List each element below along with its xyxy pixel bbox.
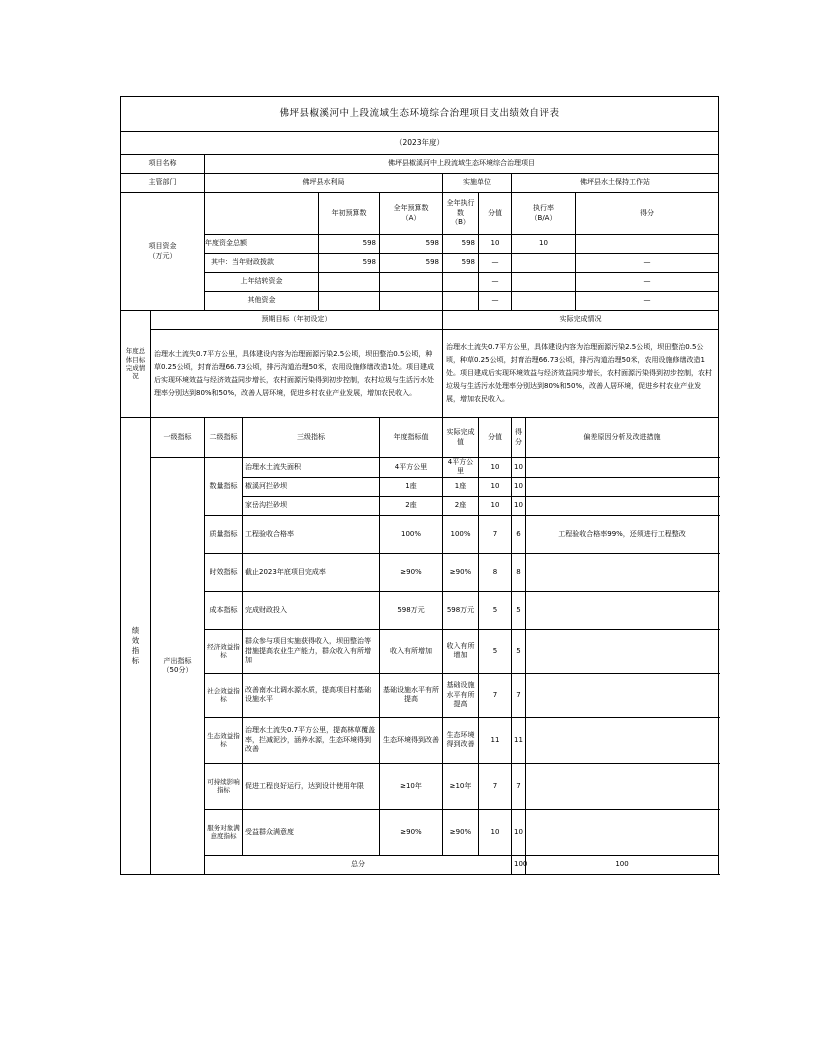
ind-reason [526,629,719,673]
ind-header-score: 得分 [512,418,526,458]
funds-header-blank [205,193,319,235]
ind-weight: 10 [479,458,512,478]
funds-row-score: — [576,273,719,292]
goals-actual-text: 治理水土流失0.7平方公里，具体建设内容为治理面源污染2.5公顷，坝田整治0.5公顷，种草0.25公顷，封育治理66.73公顷，排污沟道治理50米，农用设施修缮改造1处。项目建成后实现环境效益与经济效益同步增长，农村面源污染得到初步控制，农村垃圾与生活污水处理率分别达到80%和50%，改善人居环境，促进乡村农业产业发展，增加农民收入。 [443,330,719,418]
ind-actual: 基础设施水平有所提高 [443,673,479,717]
funds-row-label: 其他资金 [205,292,319,311]
ind-target: 收入有所增加 [380,629,443,673]
funds-row-weight: — [479,292,512,311]
ind-actual: 1座 [443,477,479,496]
funds-row-score: — [576,254,719,273]
funds-row-label: 年度资金总额 [205,235,319,254]
ind-reason [526,717,719,763]
funds-row-initial: 598 [319,235,380,254]
ind-target: 2座 [380,496,443,515]
ind-weight: 10 [479,809,512,855]
funds-header-rate: 执行率 （B/A） [512,193,576,235]
funds-row-executed [443,292,479,311]
department-label: 主管部门 [121,174,205,193]
ind-actual: ≥10年 [443,763,479,809]
funds-header-initial: 年初预算数 [319,193,380,235]
funds-row-label: 上年结转资金 [205,273,319,292]
ind-header-level1: 一级指标 [151,418,205,458]
ind-weight: 8 [479,553,512,591]
ind-score: 7 [512,673,526,717]
ind-actual: 4平方公里 [443,458,479,478]
ind-level3: 促进工程良好运行，达到设计使用年限 [243,763,380,809]
ind-score: 10 [512,496,526,515]
ind-level3: 截止2023年底项目完成率 [243,553,380,591]
ind-score: 8 [512,553,526,591]
funds-row-rate [512,292,576,311]
ind-weight: 11 [479,717,512,763]
funds-header-full-year: 全年预算数 （A） [380,193,443,235]
ind-level3: 椒溪河拦砂坝 [243,477,380,496]
ind-header-weight: 分值 [479,418,512,458]
funds-header-executed: 全年执行数 （B） [443,193,479,235]
ind-reason [526,477,719,496]
funds-row-executed: 598 [443,254,479,273]
ind-target: 1座 [380,477,443,496]
project-name-value: 佛坪县椒溪河中上段流域生态环境综合治理项目 [205,155,719,174]
ind-level2: 社会效益指标 [205,673,243,717]
total-weight: 100 [512,855,526,874]
goals-label: 年度总体目标完成情况 [121,311,151,418]
ind-actual: 100% [443,515,479,553]
ind-header-level2: 二级指标 [205,418,243,458]
funds-row-initial: 598 [319,254,380,273]
funds-row-rate [512,273,576,292]
ind-actual: 2座 [443,496,479,515]
ind-reason [526,763,719,809]
ind-header-level3: 三级指标 [243,418,380,458]
funds-row-score [576,235,719,254]
ind-header-actual: 实际完成值 [443,418,479,458]
ind-level2: 经济效益指标 [205,629,243,673]
funds-row-label: 其中：当年财政拨款 [205,254,319,273]
ind-reason [526,591,719,629]
ind-score: 6 [512,515,526,553]
ind-target: 生态环境得到改善 [380,717,443,763]
ind-target: ≥10年 [380,763,443,809]
funds-row-executed [443,273,479,292]
department-value: 佛坪县水利局 [205,174,443,193]
funds-row-full-year [380,292,443,311]
ind-level3: 受益群众满意度 [243,809,380,855]
funds-row-full-year: 598 [380,235,443,254]
ind-reason: 工程验收合格率99%，还须进行工程整改 [526,515,719,553]
ind-actual: ≥90% [443,553,479,591]
funds-row-weight: — [479,273,512,292]
funds-label: 项目资金 （万元） [121,193,205,311]
funds-row-executed: 598 [443,235,479,254]
ind-level3: 完成财政投入 [243,591,380,629]
ind-target: ≥90% [380,553,443,591]
ind-target: 基础设施水平有所提高 [380,673,443,717]
ind-target: ≥90% [380,809,443,855]
ind-weight: 7 [479,763,512,809]
ind-level2: 成本指标 [205,591,243,629]
ind-score: 5 [512,591,526,629]
funds-row-full-year: 598 [380,254,443,273]
ind-target: 100% [380,515,443,553]
ind-score: 5 [512,629,526,673]
total-label: 总分 [205,855,512,874]
goals-expected-header: 预期目标（年初设定） [151,311,443,330]
ind-weight: 7 [479,515,512,553]
ind-reason [526,553,719,591]
funds-row-weight: 10 [479,235,512,254]
ind-reason [526,673,719,717]
ind-header-target: 年度指标值 [380,418,443,458]
ind-level2: 服务对象满意度指标 [205,809,243,855]
funds-row-initial [319,292,380,311]
impl-unit-value: 佛坪县水土保持工作站 [512,174,719,193]
funds-row-rate: 10 [512,235,576,254]
funds-header-score: 得分 [576,193,719,235]
ind-level3: 群众参与项目实施获得收入，坝田整治等措施提高农业生产能力，群众收入有所增加 [243,629,380,673]
funds-row-full-year [380,273,443,292]
ind-level3: 工程验收合格率 [243,515,380,553]
funds-row-initial [319,273,380,292]
goals-expected-text: 治理水土流失0.7平方公里，具体建设内容为治理面源污染2.5公顷，坝田整治0.5公顷，种草0.25公顷，封育治理66.73公顷，排污沟道治理50米，农用设施修缮改造1处。项目建成后实现环境效益与经济效益同步增长，农村面源污染得到初步控制，农村垃圾与生活污水处理率分别达到80%和50%，改善人居环境，促进乡村农业产业发展，增加农民收入。 [151,330,443,418]
ind-target: 4平方公里 [380,458,443,478]
evaluation-table [120,96,719,875]
funds-header-weight: 分值 [479,193,512,235]
ind-actual: 收入有所增加 [443,629,479,673]
ind-actual: 598万元 [443,591,479,629]
ind-level2: 时效指标 [205,553,243,591]
goals-actual-header: 实际完成情况 [443,311,719,330]
indicators-label: 绩效指标 [121,418,151,875]
ind-level3: 改善南水北调水源水质，提高项目村基础设施水平 [243,673,380,717]
project-name-label: 项目名称 [121,155,205,174]
ind-reason [526,496,719,515]
ind-level3: 治理水土流失0.7平方公里，提高林草覆盖率，拦减泥沙，涵养水源，生态环境得到改善 [243,717,380,763]
ind-level2: 数量指标 [205,458,243,516]
total-score: 100 [526,855,719,874]
funds-row-rate [512,254,576,273]
ind-score: 7 [512,763,526,809]
ind-score: 11 [512,717,526,763]
ind-weight: 7 [479,673,512,717]
funds-row-score: — [576,292,719,311]
ind-score: 10 [512,458,526,478]
ind-level3: 家岳沟拦砂坝 [243,496,380,515]
ind-header-reason: 偏差原因分析及改进措施 [526,418,719,458]
ind-level3: 治理水土流失面积 [243,458,380,478]
ind-reason [526,809,719,855]
ind-score: 10 [512,809,526,855]
ind-level1-output: 产出指标 （50分） [151,458,205,875]
ind-weight: 10 [479,477,512,496]
fiscal-year: （2023年度） [121,132,719,155]
ind-actual: 生态环境得到改善 [443,717,479,763]
impl-unit-label: 实施单位 [443,174,512,193]
ind-actual: ≥90% [443,809,479,855]
ind-weight: 5 [479,591,512,629]
ind-level2: 生态效益指标 [205,717,243,763]
table-title: 佛坪县椒溪河中上段流域生态环境综合治理项目支出绩效自评表 [121,97,719,132]
funds-row-weight: — [479,254,512,273]
ind-level2: 可持续影响指标 [205,763,243,809]
ind-weight: 10 [479,496,512,515]
ind-score: 10 [512,477,526,496]
ind-target: 598万元 [380,591,443,629]
evaluation-sheet [120,96,718,875]
ind-weight: 5 [479,629,512,673]
ind-level2: 质量指标 [205,515,243,553]
ind-reason [526,458,719,478]
